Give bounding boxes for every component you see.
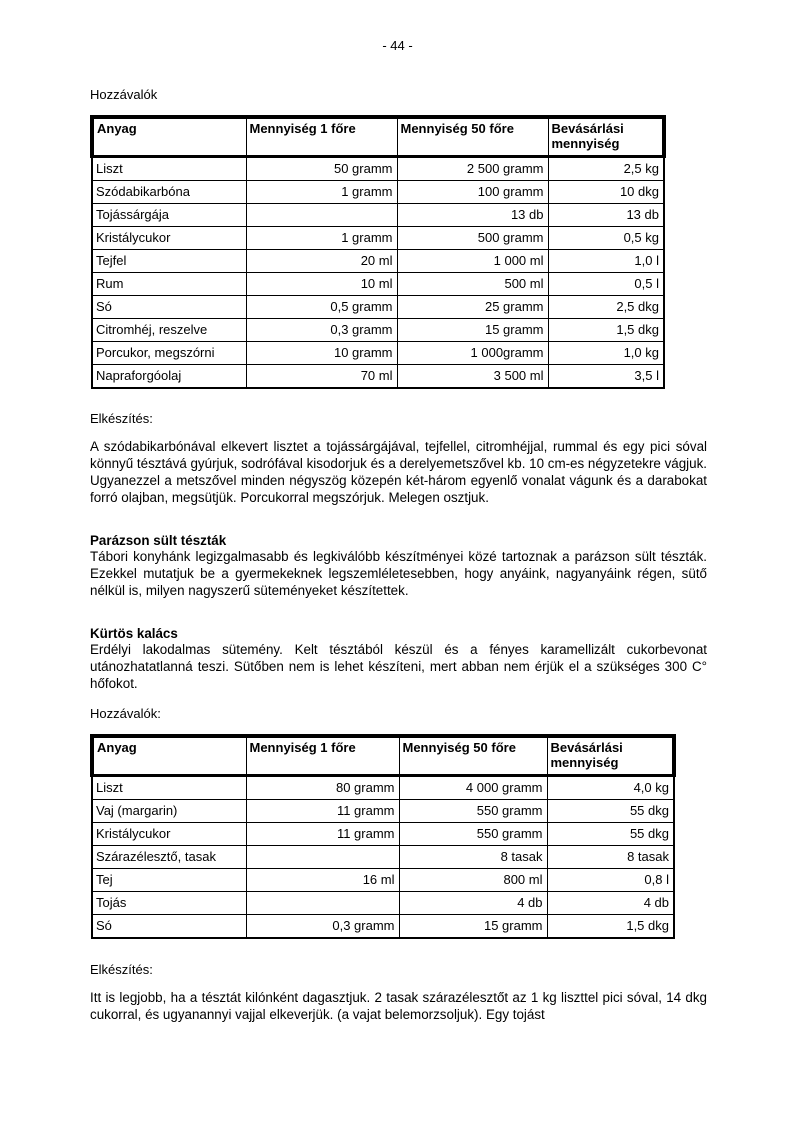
table-header-row (92, 736, 674, 776)
quantity-cell: 4,0 kg (547, 776, 674, 800)
quantity-cell: 50 gramm (246, 157, 397, 181)
quantity-cell: 500 ml (397, 273, 548, 296)
quantity-cell: 4 db (399, 892, 547, 915)
quantity-cell: 11 gramm (246, 823, 399, 846)
quantity-cell: 0,8 l (547, 869, 674, 892)
ingredient-name-cell: Tojás (92, 892, 246, 915)
quantity-cell: 4 db (547, 892, 674, 915)
table-1-header (92, 117, 664, 157)
quantity-cell: 2 500 gramm (397, 157, 548, 181)
ingredient-name-cell: Kristálycukor (92, 823, 246, 846)
ingredients-heading-1: Hozzávalók (90, 87, 158, 102)
table-row (92, 227, 664, 250)
quantity-cell: 1,5 dkg (548, 319, 664, 342)
table-row (92, 204, 664, 227)
quantity-cell: 0,5 kg (548, 227, 664, 250)
col-header-mennyiseg-50: Mennyiség 50 főre (397, 117, 548, 157)
preparation-paragraph-1: A szódabikarbónával elkevert lisztet a tojássárgájával, tejfellel, citromhéjjal, rummal és egy pici sóval könnyű tésztává gyúrjuk, sodrófával kisodorjuk és a derelyemetszővel kb. 10 cm-es négyzetekre vágjuk. (90, 439, 708, 471)
ingredient-name-cell: Tej (92, 869, 246, 892)
quantity-cell: 16 ml (246, 869, 399, 892)
quantity-cell: 1 000 ml (397, 250, 548, 273)
quantity-cell: 10 ml (246, 273, 397, 296)
quantity-cell: 800 ml (399, 869, 547, 892)
ingredient-name-cell: Kristálycukor (92, 227, 246, 250)
quantity-cell: 1 gramm (246, 181, 397, 204)
quantity-cell: 1,0 kg (548, 342, 664, 365)
quantity-cell: 550 gramm (399, 800, 547, 823)
preparation-heading-1: Elkészítés: (90, 411, 153, 426)
table-row (92, 869, 674, 892)
quantity-cell: 3,5 l (548, 365, 664, 389)
quantity-cell: 1,5 dkg (547, 915, 674, 939)
col-header-anyag: Anyag (92, 117, 246, 157)
kurtos-intro-paragraph: Erdélyi lakodalmas sütemény. Kelt tésztából készül és a fényes karamellizált cukorbevonat utánozhatatlanná teszi. Sütőben nem is lehet készíteni, mert abban nem érjük el a szükséges 300 C° hőfokot. (90, 642, 707, 691)
quantity-cell: 80 gramm (246, 776, 399, 800)
quantity-cell: 1,0 l (548, 250, 664, 273)
page-number: - 44 - (382, 38, 413, 53)
table-row (92, 823, 674, 846)
kurtos-heading: Kürtös kalács (90, 626, 178, 641)
table-row (92, 250, 664, 273)
quantity-cell: 4 000 gramm (399, 776, 547, 800)
quantity-cell: 15 gramm (397, 319, 548, 342)
quantity-cell: 0,5 gramm (246, 296, 397, 319)
table-row (92, 892, 674, 915)
ingredient-name-cell: Porcukor, megszórni (92, 342, 246, 365)
ingredient-name-cell: Só (92, 296, 246, 319)
ingredient-name-cell: Liszt (92, 776, 246, 800)
table-row (92, 915, 674, 939)
quantity-cell (246, 204, 397, 227)
quantity-cell: 1 gramm (246, 227, 397, 250)
parazson-heading: Parázson sült tészták (90, 533, 227, 548)
quantity-cell: 70 ml (246, 365, 397, 389)
quantity-cell: 550 gramm (399, 823, 547, 846)
quantity-cell: 1 000gramm (397, 342, 548, 365)
ingredient-name-cell: Liszt (92, 157, 246, 181)
quantity-cell: 2,5 dkg (548, 296, 664, 319)
quantity-cell: 0,3 gramm (246, 915, 399, 939)
quantity-cell: 11 gramm (246, 800, 399, 823)
quantity-cell: 500 gramm (397, 227, 548, 250)
table-row (92, 157, 664, 181)
col-header-anyag: Anyag (92, 736, 246, 776)
preparation-heading-2: Elkészítés: (90, 962, 153, 977)
col-header-mennyiseg-50: Mennyiség 50 főre (399, 736, 547, 776)
ingredients-table-2 (90, 734, 676, 939)
table-1-body (92, 157, 664, 389)
table-2-body (92, 776, 674, 939)
ingredient-name-cell: Vaj (margarin) (92, 800, 246, 823)
ingredient-name-cell: Citromhéj, reszelve (92, 319, 246, 342)
table-row (92, 342, 664, 365)
table-row (92, 776, 674, 800)
quantity-cell: 10 gramm (246, 342, 397, 365)
quantity-cell: 0,5 l (548, 273, 664, 296)
quantity-cell: 8 tasak (399, 846, 547, 869)
quantity-cell: 20 ml (246, 250, 397, 273)
parazson-paragraph: Tábori konyhánk legizgalmasabb és legkiválóbb készítményei közé tartoznak a parázson sült tészták. Ezekkel mutatjuk be a gyermekeknek legszemléletesebben, hogy anyáink, nagyanyáink régen, sütő nélkül is, milyen nagyszerű süteményeket készítettek. (90, 549, 707, 598)
ingredients-heading-2: Hozzávalók: (90, 706, 161, 721)
col-header-bevasarlasi: Bevásárlási mennyiség (547, 736, 674, 776)
quantity-cell: 25 gramm (397, 296, 548, 319)
quantity-cell: 10 dkg (548, 181, 664, 204)
table-row (92, 800, 674, 823)
ingredients-table-1 (90, 115, 666, 389)
quantity-cell: 13 db (397, 204, 548, 227)
table-row (92, 273, 664, 296)
preparation-paragraph-3: Itt is legjobb, ha a tésztát kilónként dagasztjuk. 2 tasak szárazélesztőt az 1 kg liszttel pici sóval, 14 dkg cukorral, és ugyanannyi vajjal elkeverjük. (a vajat belemorzsoljuk). Egy tojást (90, 990, 707, 1022)
ingredient-name-cell: Szárazélesztő, tasak (92, 846, 246, 869)
quantity-cell: 55 dkg (547, 823, 674, 846)
quantity-cell: 2,5 kg (548, 157, 664, 181)
quantity-cell: 100 gramm (397, 181, 548, 204)
ingredient-name-cell: Rum (92, 273, 246, 296)
ingredient-name-cell: Só (92, 915, 246, 939)
quantity-cell (246, 892, 399, 915)
table-row (92, 319, 664, 342)
table-row (92, 296, 664, 319)
quantity-cell: 15 gramm (399, 915, 547, 939)
ingredient-name-cell: Napraforgóolaj (92, 365, 246, 389)
ingredient-name-cell: Tojássárgája (92, 204, 246, 227)
quantity-cell: 13 db (548, 204, 664, 227)
col-header-bevasarlasi: Bevásárlási mennyiség (548, 117, 664, 157)
ingredient-name-cell: Szódabikarbóna (92, 181, 246, 204)
quantity-cell: 55 dkg (547, 800, 674, 823)
table-row (92, 365, 664, 389)
preparation-paragraph-2: Ugyanezzel a metszővel minden négyszög közepén két-három egyenlő vonalat vágunk és a darabokat forró olajban, megsütjük. Porcukorral megszórjuk. Melegen osztjuk. (90, 473, 707, 505)
quantity-cell: 0,3 gramm (246, 319, 397, 342)
table-header-row (92, 117, 664, 157)
quantity-cell (246, 846, 399, 869)
table-row (92, 181, 664, 204)
col-header-mennyiseg-1: Mennyiség 1 főre (246, 736, 399, 776)
col-header-mennyiseg-1: Mennyiség 1 főre (246, 117, 397, 157)
quantity-cell: 8 tasak (547, 846, 674, 869)
table-2-header (92, 736, 674, 776)
table-row (92, 846, 674, 869)
quantity-cell: 3 500 ml (397, 365, 548, 389)
ingredient-name-cell: Tejfel (92, 250, 246, 273)
